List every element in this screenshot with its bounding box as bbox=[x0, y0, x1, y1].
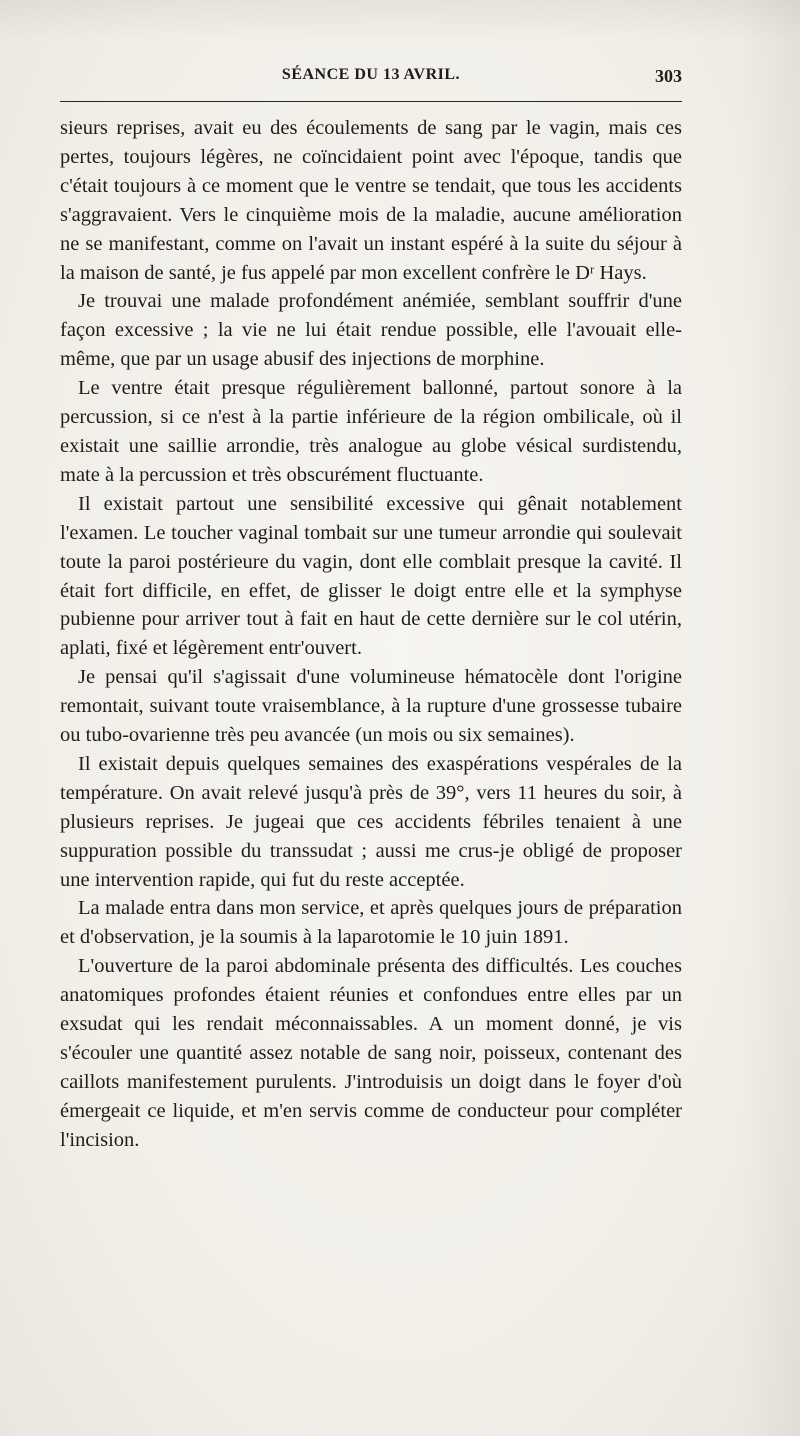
paragraph: Je trouvai une malade profondément anémiée, semblant souffrir d'une façon excessive ; la vie ne lui était rendue possible, elle l'avouait elle-même, que par un usage abusif des injections de morphine. bbox=[60, 290, 682, 371]
paragraph: Il existait depuis quelques semaines des exaspérations vespérales de la température. On avait relevé jusqu'à près de 39°, vers 11 heures du soir, à plusieurs reprises. Je jugeai que ces accidents fébriles tenaient à une suppuration possible du transsudat ; aussi me crus-je obligé de proposer une intervention rapide, qui fut du reste acceptée. bbox=[60, 752, 682, 891]
paragraph: Le ventre était presque régulièrement ballonné, partout sonore à la percussion, si ce n'est à la partie inférieure de la région ombilicale, où il existait une saillie arrondie, très analogue au globe vésical surdistendu, mate à la percussion et très obscurément fluctuante. bbox=[60, 377, 682, 486]
paragraph: Je pensai qu'il s'agissait d'une volumineuse hématocèle dont l'origine remontait, suivant toute vraisemblance, à la rupture d'une grossesse tubaire ou tubo-ovarienne très peu avancée (un mois ou six semaines). bbox=[60, 666, 682, 747]
page-shadow-top bbox=[0, 0, 800, 40]
page-number: 303 bbox=[655, 66, 682, 86]
running-head: SÉANCE DU 13 AVRIL. bbox=[281, 66, 461, 83]
header-rule bbox=[60, 101, 682, 102]
page-header bbox=[60, 66, 682, 92]
paragraph: L'ouverture de la paroi abdominale présenta des difficultés. Les couches anatomiques profondes étaient réunies et confondues entre elles par un exsudat qui les rendait méconnaissables. A un moment donné, je vis s'écouler une quantité assez notable de sang noir, poisseux, contenant des caillots manifestement purulents. J'introduisis un doigt dans le foyer d'où émergeait ce liquide, et m'en servis comme de conducteur pour compléter l'incision. bbox=[60, 955, 682, 1151]
body-text bbox=[60, 114, 682, 1155]
page-shadow-right bbox=[740, 0, 800, 1436]
paragraph: sieurs reprises, avait eu des écoulements de sang par le vagin, mais ces pertes, toujours légères, ne coïncidaient point avec l'époque, tandis que c'était toujours à ce moment que le ventre se tendait, que tous les accidents s'aggravaient. Vers le cinquième mois de la maladie, aucune amélioration ne se manifestant, comme on l'avait un instant espéré à la suite du séjour à la maison de santé, je fus appelé par mon excellent confrère le Dʳ Hays. bbox=[60, 117, 682, 284]
paragraph: La malade entra dans mon service, et après quelques jours de préparation et d'observation, je la soumis à la laparotomie le 10 juin 1891. bbox=[60, 897, 682, 949]
paragraph: Il existait partout une sensibilité excessive qui gênait notablement l'examen. Le toucher vaginal tombait sur une tumeur arrondie qui soulevait toute la paroi postérieure du vagin, dont elle comblait presque la cavité. Il était fort difficile, en effet, de glisser le doigt entre elle et la symphyse pubienne pour arriver tout à fait en haut de cette dernière sur le col utérin, aplati, fixé et légèrement entr'ouvert. bbox=[60, 492, 682, 660]
